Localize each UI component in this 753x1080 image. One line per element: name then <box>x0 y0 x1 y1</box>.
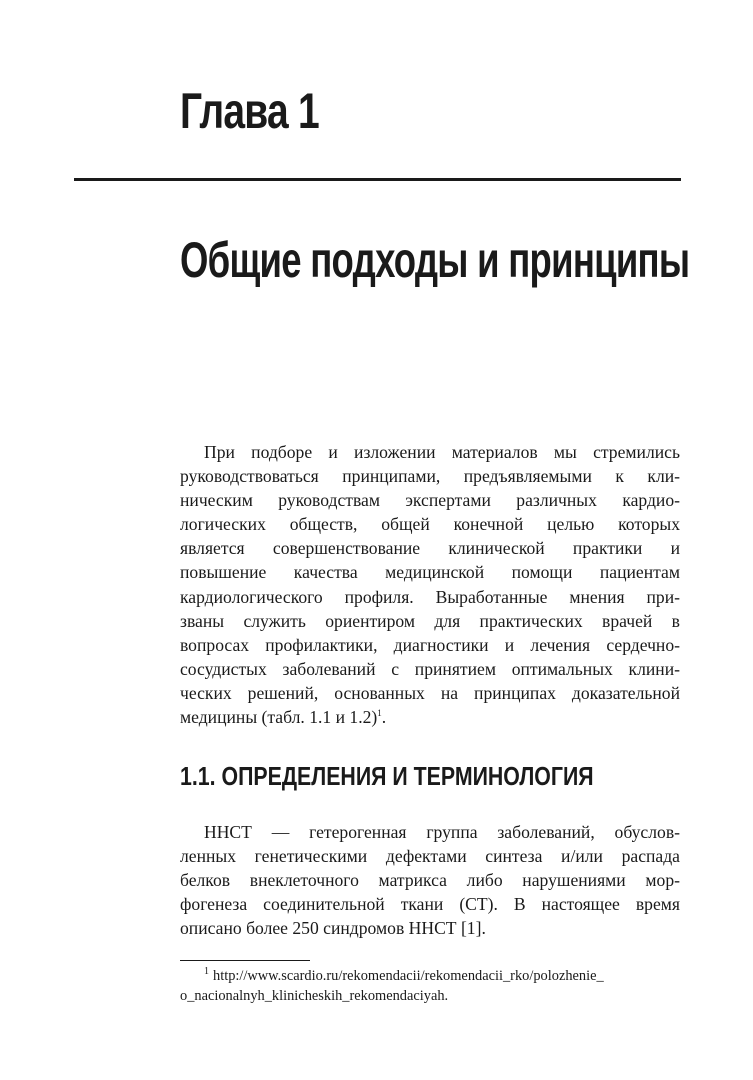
paragraph-line: кардиологического профиля. Выработанные мнения при- <box>180 586 680 607</box>
paragraph-line: описано более 250 синдромов ННСТ [1]. <box>180 918 486 939</box>
paragraph-line: руководствоваться принципами, предъявляемыми к кли- <box>180 466 680 487</box>
footnote-mark: 1 <box>204 966 209 978</box>
paragraph-line: логических обществ, общей конечной целью которых <box>180 514 680 535</box>
intro-paragraph <box>180 440 680 729</box>
paragraph-line: ческих решений, основанных на принципах доказательной <box>180 682 680 703</box>
footnote-divider <box>180 960 310 961</box>
paragraph-line: вопросах профилактики, диагностики и лечения сердечно- <box>180 634 680 655</box>
chapter-label: Глава 1 <box>180 83 319 139</box>
paragraph-line: ническим руководствам экспертами различных кардио- <box>180 490 680 511</box>
paragraph-line: званы служить ориентиром для практических врачей в <box>180 610 680 631</box>
paragraph-line: ННСТ — гетерогенная группа заболеваний, обуслов- <box>204 822 680 842</box>
paragraph-line: сосудистых заболеваний с принятием оптимальных клини- <box>180 658 680 679</box>
footnote <box>180 966 680 1006</box>
footnote-line <box>180 966 680 986</box>
footnote-url-part[interactable]: http://www.scardio.ru/rekomendacii/rekomendacii_rko/polozhenie_ <box>213 968 604 984</box>
footnote-reference[interactable]: 1 <box>377 708 382 719</box>
paragraph-last-line: медицины (табл. 1.1 и 1.2)$^1$. <box>180 707 387 728</box>
section-heading: 1.1. ОПРЕДЕЛЕНИЯ И ТЕРМИНОЛОГИЯ <box>180 761 594 791</box>
paragraph-line: повышение качества медицинской помощи пациентам <box>180 562 680 583</box>
paragraph-line: белков внеклеточного матрикса либо нарушениями мор- <box>180 870 680 891</box>
paragraph-line: фогенеза соединительной ткани (СТ). В настоящее время <box>180 894 680 915</box>
section-paragraph <box>180 820 680 940</box>
paragraph-line-text: медицины (табл. 1.1 и 1.2) <box>180 707 378 728</box>
chapter-title: Общие подходы и принципы <box>180 232 690 288</box>
paragraph-line: При подборе и изложении материалов мы стремились <box>204 442 680 462</box>
paragraph-line: ленных генетическими дефектами синтеза и/или распада <box>180 846 680 867</box>
paragraph-line: является совершенствование клинической практики и <box>180 538 680 559</box>
chapter-divider <box>74 178 681 181</box>
footnote-line[interactable]: o_nacionalnyh_klinicheskih_rekomendaciyah. <box>180 988 449 1004</box>
